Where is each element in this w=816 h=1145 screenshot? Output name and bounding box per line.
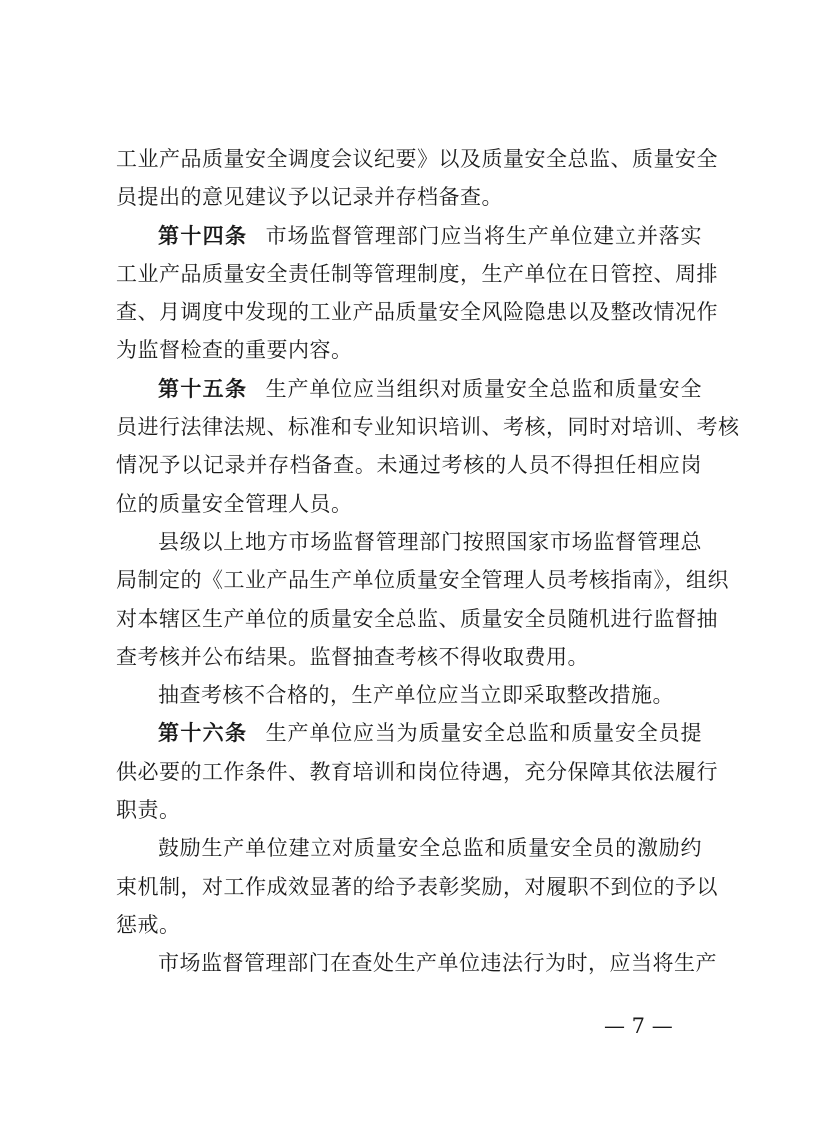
text-line: 位的质量安全管理人员。 bbox=[116, 491, 353, 516]
text-line: 员提出的意见建议予以记录并存档备查。 bbox=[116, 185, 503, 210]
text-line: 情况予以记录并存档备查。未通过考核的人员不得担任相应岗 bbox=[116, 453, 702, 478]
text-line: 查考核并公布结果。监督抽查考核不得收取费用。 bbox=[116, 644, 589, 669]
text-line bbox=[116, 370, 702, 408]
body-text bbox=[116, 140, 740, 983]
text-line: 查、月调度中发现的工业产品质量安全风险隐患以及整改情况作 bbox=[116, 300, 718, 325]
text-line: 市场监督管理部门在查处生产单位违法行为时，应当将生产 bbox=[158, 951, 717, 976]
text-line bbox=[116, 714, 702, 752]
text-line: 职责。 bbox=[116, 798, 181, 823]
article-text: 生产单位应当组织对质量安全总监和质量安全 bbox=[265, 376, 703, 401]
text-line: 鼓励生产单位建立对质量安全总监和质量安全员的激励约 bbox=[158, 836, 702, 861]
article-number: 第十五条 bbox=[158, 376, 248, 401]
text-line: 抽查考核不合格的，生产单位应当立即采取整改措施。 bbox=[158, 683, 674, 708]
text-line: 员进行法律法规、标准和专业知识培训、考核，同时对培训、考核 bbox=[116, 415, 740, 440]
text-line: 对本辖区生产单位的质量安全总监、质量安全员随机进行监督抽 bbox=[116, 606, 718, 631]
text-line: 束机制，对工作成效显著的给予表彰奖励，对履职不到位的予以 bbox=[116, 874, 718, 899]
text-line: 局制定的《工业产品生产单位质量安全管理人员考核指南》，组织 bbox=[116, 568, 729, 593]
article-text: 生产单位应当为质量安全总监和质量安全员提 bbox=[265, 721, 703, 746]
article-text: 市场监督管理部门应当将生产单位建立并落实 bbox=[265, 223, 703, 248]
text-line: 工业产品质量安全责任制等管理制度，生产单位在日管控、周排 bbox=[116, 261, 718, 286]
article-number: 第十四条 bbox=[158, 223, 248, 248]
text-line: 为监督检查的重要内容。 bbox=[116, 338, 353, 363]
page-number: — 7 — bbox=[604, 1014, 673, 1038]
text-line bbox=[116, 217, 702, 255]
text-line: 工业产品质量安全调度会议纪要》以及质量安全总监、质量安全 bbox=[116, 147, 718, 171]
text-line: 惩戒。 bbox=[116, 912, 181, 937]
text-line: 县级以上地方市场监督管理部门按照国家市场监督管理总 bbox=[158, 529, 702, 554]
article-number: 第十六条 bbox=[158, 721, 248, 746]
text-line: 供必要的工作条件、教育培训和岗位待遇，充分保障其依法履行 bbox=[116, 759, 718, 784]
